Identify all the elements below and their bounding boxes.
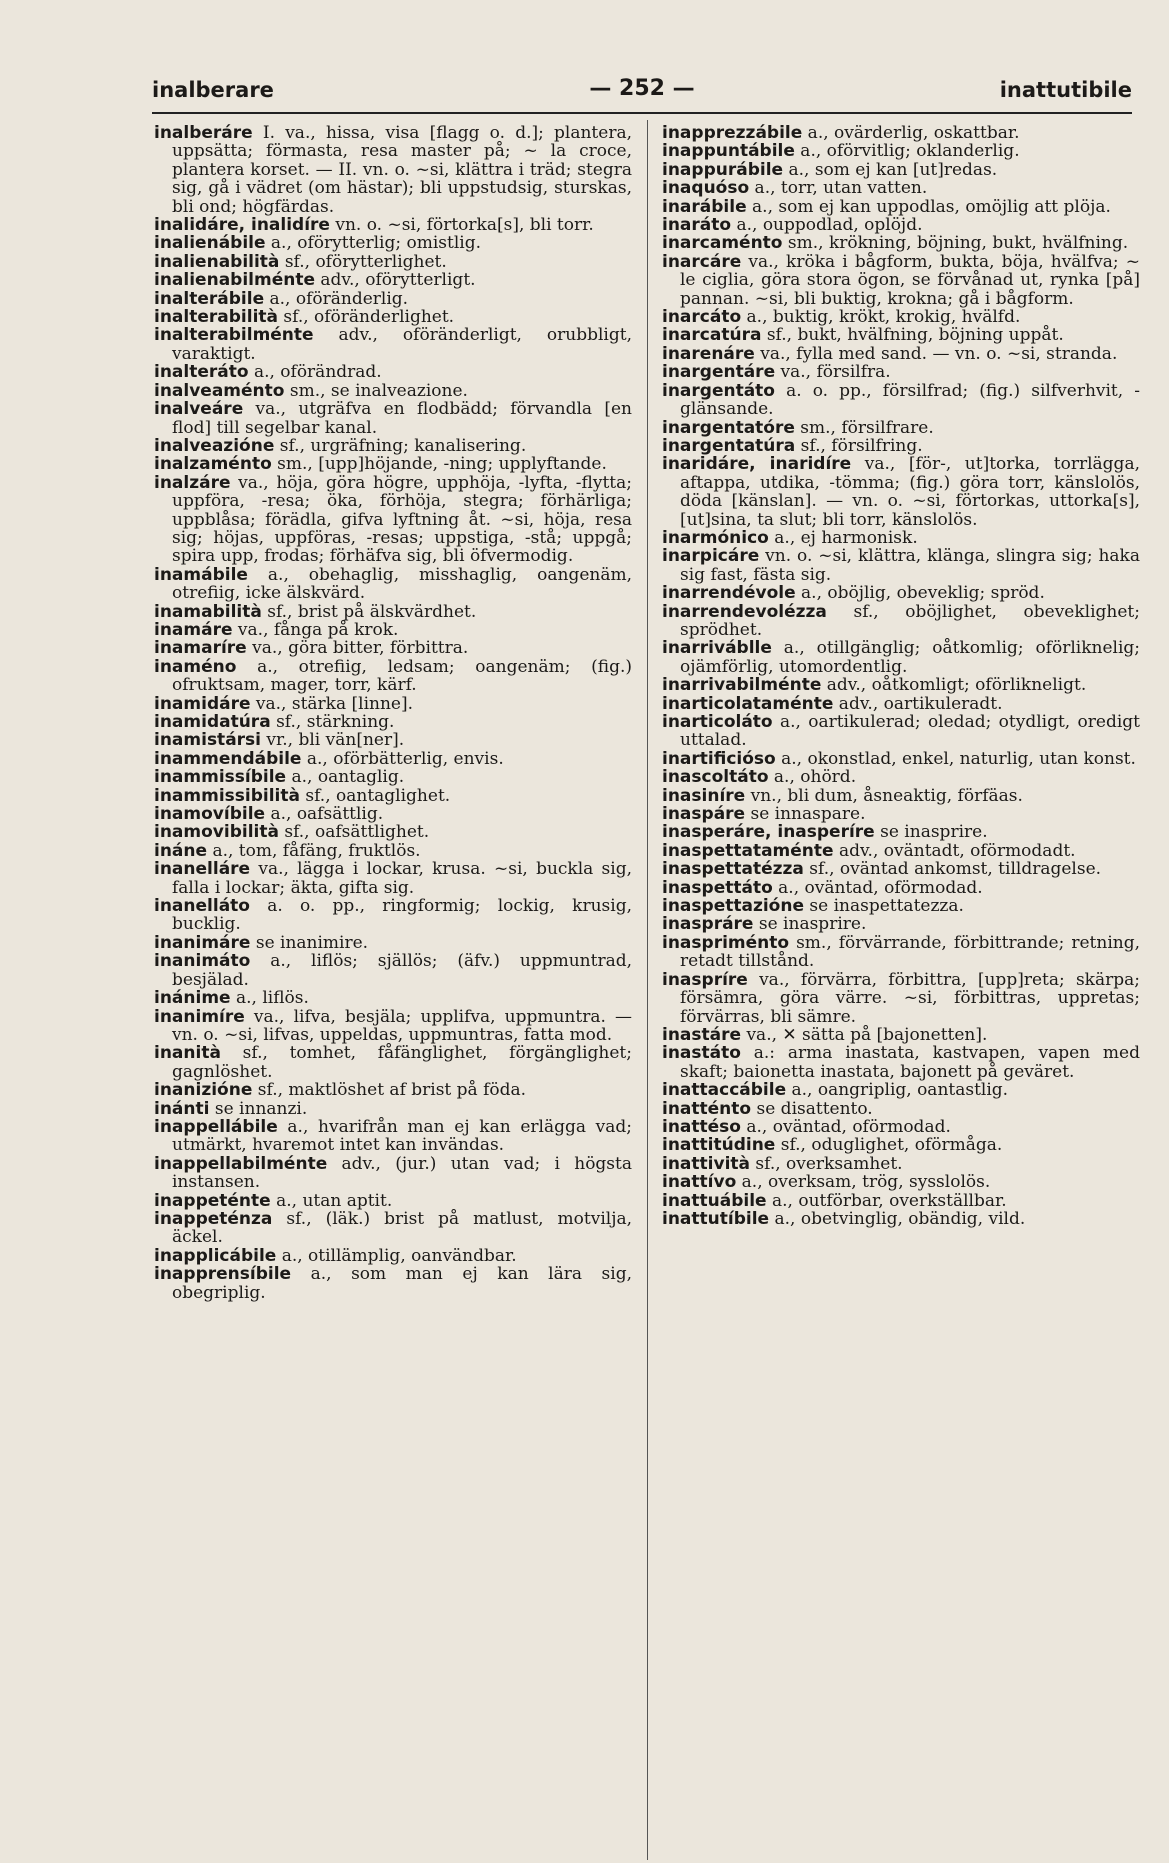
- dictionary-entry: [662, 934, 1140, 971]
- dictionary-entry: [662, 915, 1140, 933]
- entry-headword: inalterábile: [154, 288, 265, 309]
- entry-definition: sf., oböjlighet, obeveklighet; sprödhet.: [680, 601, 1140, 640]
- dictionary-entry: [154, 400, 632, 437]
- entry-headword: inartificióso: [662, 748, 776, 769]
- page-number: — 252 —: [589, 76, 695, 101]
- entry-definition: a., oväntad, oförmodad.: [772, 877, 983, 898]
- dictionary-entry: [662, 455, 1140, 529]
- entry-definition: va., [för-, ut]torka, torrlägga, aftappa, utdika, -tömma; (fig.) göra torr, känslolös, döda [känslan]. — vn. o. ~si, förtorkas, uttorka[s], [ut]sina, ta slut; bli torr, känslolös.: [680, 454, 1140, 530]
- dictionary-entry: [154, 455, 632, 473]
- entry-headword: inarábile: [662, 196, 747, 217]
- entry-headword: inalienabilità: [154, 251, 280, 272]
- entry-headword: inánime: [154, 988, 231, 1009]
- entry-definition: a., utan aptit.: [270, 1190, 393, 1211]
- entry-definition: a., oartikulerad; oledad; otydligt, oredigt uttalad.: [680, 712, 1140, 751]
- dictionary-entry: [154, 216, 632, 234]
- entry-headword: inanità: [154, 1043, 221, 1064]
- entry-definition: sf., overksamhet.: [750, 1153, 903, 1174]
- dictionary-entry: [154, 934, 632, 952]
- entry-headword: inamábile: [154, 564, 248, 585]
- entry-headword: inalveazióne: [154, 435, 275, 456]
- entry-headword: inaspettazióne: [662, 896, 804, 917]
- entry-definition: sf., oduglighet, oförmåga.: [775, 1135, 1003, 1156]
- dictionary-entry: [662, 326, 1140, 344]
- entry-definition: va., fylla med sand. — vn. o. ~si, stranda.: [754, 343, 1118, 364]
- entry-headword: inalienabilménte: [154, 270, 315, 291]
- entry-headword: inarcáto: [662, 307, 742, 328]
- dictionary-entry: [154, 639, 632, 657]
- entry-definition: a., oförbätterlig, envis.: [301, 748, 504, 769]
- entry-definition: a., outförbar, overkställbar.: [766, 1190, 1007, 1211]
- entry-headword: inammissibilità: [154, 785, 300, 806]
- dictionary-entry: [662, 897, 1140, 915]
- entry-definition: a., oföränderlig.: [264, 288, 409, 309]
- entry-definition: vn., bli dum, åsneaktig, förfäas.: [745, 785, 1023, 806]
- dictionary-entry: [154, 290, 632, 308]
- entry-definition: a., torr, utan vatten.: [749, 178, 928, 199]
- dictionary-entry: [662, 695, 1140, 713]
- entry-definition: va., förvärra, förbittra, [upp]reta; skärpa; försämra, göra värre. ~si, förbittras, uppretas; förvärras, bli sämre.: [680, 969, 1140, 1027]
- entry-headword: inargentáto: [662, 380, 775, 401]
- entry-definition: a., ej harmonisk.: [768, 527, 918, 548]
- entry-headword: inattutíbile: [662, 1208, 770, 1229]
- entry-definition: sm., [upp]höjande, -ning; upplyftande.: [271, 454, 607, 475]
- entry-definition: va., ✕ sätta på [bajonetten].: [741, 1024, 988, 1045]
- dictionary-entry: [154, 1247, 632, 1265]
- entry-headword: inaspáre: [662, 804, 746, 825]
- entry-headword: inalzaménto: [154, 454, 272, 475]
- entry-headword: inapprezzábile: [662, 123, 803, 143]
- dictionary-entry: [154, 768, 632, 786]
- entry-headword: inammendábile: [154, 748, 302, 769]
- dictionary-entry: [154, 566, 632, 603]
- entry-headword: inarrivabilménte: [662, 675, 822, 696]
- entry-definition: se innaspare.: [745, 804, 866, 825]
- entry-definition: a., oförytterlig; omistlig.: [265, 233, 482, 254]
- entry-headword: inappellabilménte: [154, 1153, 328, 1174]
- dictionary-entry: [662, 179, 1140, 197]
- dictionary-entry: [662, 1026, 1140, 1044]
- entry-definition: adv., oväntadt, oförmodadt.: [833, 840, 1076, 861]
- entry-headword: inascoltáto: [662, 767, 769, 788]
- entry-headword: inaquóso: [662, 178, 750, 199]
- entry-headword: inamáre: [154, 619, 233, 640]
- entry-headword: inarrendevolézza: [662, 601, 827, 622]
- dictionary-entry: [662, 437, 1140, 455]
- entry-definition: sf., bukt, hvälfning, böjning uppåt.: [761, 325, 1064, 346]
- entry-definition: sf., oväntad ankomst, tilldragelse.: [803, 859, 1102, 880]
- entry-headword: inastáto: [662, 1043, 741, 1064]
- entry-headword: inapplicábile: [154, 1245, 277, 1266]
- dictionary-entry: [662, 234, 1140, 252]
- entry-headword: inalteráto: [154, 362, 249, 383]
- entry-definition: sm., krökning, böjning, bukt, hvälfning.: [782, 233, 1129, 254]
- entry-definition: sf., tomhet, fåfänglighet, förgänglighet; gagnlöshet.: [172, 1043, 632, 1082]
- dictionary-entry: [154, 253, 632, 271]
- entry-definition: sm., se inalveazione.: [284, 380, 468, 401]
- entry-definition: a., overksam, trög, sysslolös.: [736, 1172, 991, 1193]
- dictionary-entry: [154, 1044, 632, 1081]
- entry-definition: a., tom, fåfäng, fruktlös.: [207, 840, 421, 861]
- dictionary-entry: [154, 474, 632, 566]
- entry-definition: a. o. pp., ringformig; lockig, krusig, bucklig.: [172, 896, 632, 935]
- entry-headword: inasperáre, inasperíre: [662, 822, 875, 843]
- dictionary-entry: [154, 124, 632, 216]
- entry-definition: sf., oafsättlighet.: [278, 822, 430, 843]
- entry-definition: a., som ej kan [ut]redas.: [783, 159, 998, 180]
- entry-headword: inanelláto: [154, 896, 250, 917]
- dictionary-entry: [662, 639, 1140, 676]
- entry-headword: inastáre: [662, 1024, 742, 1045]
- entry-headword: inarriváblle: [662, 638, 772, 659]
- dictionary-entry: [662, 547, 1140, 584]
- entry-headword: inanimáre: [154, 932, 251, 953]
- dictionary-entry: [662, 1173, 1140, 1191]
- dictionary-entry: [662, 823, 1140, 841]
- dictionary-entry: [662, 216, 1140, 234]
- dictionary-entry: [662, 1136, 1140, 1154]
- dictionary-entry: [662, 603, 1140, 640]
- entry-headword: inamovibilità: [154, 822, 279, 843]
- entry-definition: va., höja, göra högre, upphöja, -lyfta, -flytta; uppföra, -resa; öka, förhöja, stegra; förhärliga; uppblåsa; förädla, gifva lyftning åt. ~si, höja, resa sig; höjas, uppföras, -resas; uppstiga, -stå; uppgå; spira upp, frodas; förhäfva sig, bli öfvermodig.: [172, 472, 632, 567]
- entry-headword: inanimíre: [154, 1006, 245, 1027]
- entry-definition: a., ohörd.: [768, 767, 857, 788]
- dictionary-entry: [154, 271, 632, 289]
- header-last-word: inattutibile: [999, 78, 1132, 102]
- entry-definition: sm., förvärrande, förbittrande; retning, retadt tillstånd.: [680, 932, 1140, 972]
- column-divider: [647, 120, 648, 1860]
- entry-headword: ináne: [154, 840, 208, 861]
- dictionary-entry: [154, 437, 632, 455]
- entry-definition: a., som ej kan uppodlas, omöjlig att plöja.: [746, 196, 1111, 217]
- entry-definition: adv., (jur.) utan vad; i högsta instansen.: [172, 1153, 632, 1193]
- dictionary-entry: [662, 382, 1140, 419]
- dictionary-entry: [662, 1210, 1140, 1228]
- entry-headword: inarcáre: [662, 251, 742, 272]
- entry-definition: va., lägga i lockar, krusa. ~si, buckla sig, falla i lockar; äkta, gifta sig.: [172, 859, 632, 898]
- entry-headword: inamaríre: [154, 638, 247, 659]
- dictionary-entry: [662, 750, 1140, 768]
- dictionary-entry: [662, 124, 1140, 142]
- dictionary-entry: [662, 1192, 1140, 1210]
- dictionary-entry: [662, 1155, 1140, 1173]
- dictionary-entry: [662, 842, 1140, 860]
- entry-definition: a., liflös.: [230, 988, 309, 1009]
- entry-definition: a., som man ej kan lära sig, obegriplig.: [172, 1264, 632, 1303]
- entry-headword: inamovíbile: [154, 804, 266, 825]
- entry-definition: a., oförändrad.: [248, 362, 382, 383]
- entry-definition: a., oväntad, oförmodad.: [740, 1116, 951, 1137]
- dictionary-entry: [662, 419, 1140, 437]
- entry-headword: inamistársi: [154, 730, 261, 751]
- dictionary-entry: [662, 860, 1140, 878]
- dictionary-entry: [154, 1210, 632, 1247]
- dictionary-entry: [662, 805, 1140, 823]
- entry-headword: inalterabilménte: [154, 325, 314, 346]
- entry-definition: va., lifva, besjäla; upplifva, uppmuntra. — vn. o. ~si, lifvas, uppeldas, uppmuntras, fatta mod.: [172, 1006, 632, 1045]
- dictionary-entry: [662, 1100, 1140, 1118]
- entry-headword: inamidáre: [154, 693, 251, 714]
- dictionary-entry: [154, 1265, 632, 1302]
- entry-definition: sf., maktlöshet af brist på föda.: [252, 1080, 527, 1101]
- dictionary-entry: [662, 879, 1140, 897]
- entry-definition: a., liflös; själlös; (äfv.) uppmuntrad, besjälad.: [172, 951, 632, 990]
- dictionary-entry: [154, 842, 632, 860]
- entry-definition: sf., oantaglighet.: [299, 785, 451, 806]
- entry-headword: inaridáre, inaridíre: [662, 454, 852, 475]
- dictionary-entry: [662, 1081, 1140, 1099]
- entry-definition: va., försilfra.: [775, 362, 891, 383]
- entry-headword: inaspriménto: [662, 932, 790, 953]
- dictionary-entry: [154, 658, 632, 695]
- entry-definition: a., otillämplig, oanvändbar.: [276, 1245, 517, 1266]
- entry-headword: inanizióne: [154, 1080, 253, 1101]
- dictionary-entry: [154, 787, 632, 805]
- dictionary-entry: [154, 1008, 632, 1045]
- dictionary-entry: [154, 952, 632, 989]
- entry-definition: va., utgräfva en flodbädd; förvandla [en flod] till segelbar kanal.: [172, 399, 632, 438]
- dictionary-entry: [154, 860, 632, 897]
- dictionary-entry: [154, 1081, 632, 1099]
- entry-definition: adv., oföränderligt, orubbligt, varaktigt.: [172, 325, 632, 364]
- entry-headword: inaspettatézza: [662, 859, 804, 880]
- dictionary-entry: [154, 823, 632, 841]
- entry-definition: sf., försilfring.: [795, 435, 923, 456]
- entry-definition: a., oförvitlig; oklanderlig.: [794, 141, 1020, 162]
- entry-definition: sf., stärkning.: [270, 712, 395, 732]
- entry-headword: inaspríre: [662, 969, 748, 990]
- dictionary-entry: [154, 1192, 632, 1210]
- entry-definition: sf., oföränderlighet.: [278, 307, 455, 328]
- entry-definition: I. va., hissa, visa [flagg o. d.]; plantera, uppsätta; förmasta, resa master på; ~ la croce, plantera korset. — II. vn. o. ~si, klättra i träd; stegra sig, gå i vädret (om hästar); bli uppstudsig, sturskas, bli ond; högfärdas.: [172, 123, 632, 217]
- entry-definition: vn. o. ~si, klättra, klänga, slingra sig; haka sig fast, fästa sig.: [680, 546, 1140, 585]
- entry-headword: inalveáre: [154, 399, 244, 420]
- entry-definition: a., otillgänglig; oåtkomlig; oförliknelig; ojämförlig, utomordentlig.: [680, 638, 1140, 677]
- entry-definition: adv., oåtkomligt; oförlikneligt.: [821, 675, 1087, 696]
- entry-definition: va., kröka i bågform, bukta, böja, hvälfva; ~ le ciglia, göra stora ögon, se förvånad ut, rynka [på] pannan. ~si, bli buktig, krokna; gå i bågform.: [680, 251, 1140, 309]
- dictionary-entry: [662, 345, 1140, 363]
- dictionary-entry: [662, 253, 1140, 308]
- entry-headword: inargentatóre: [662, 417, 795, 438]
- entry-definition: va., stärka [linne].: [250, 693, 414, 714]
- entry-headword: inattaccábile: [662, 1080, 787, 1101]
- entry-headword: inaspráre: [662, 914, 754, 935]
- entry-definition: a., ovärderlig, oskattbar.: [802, 123, 1020, 143]
- entry-headword: inasiníre: [662, 785, 746, 806]
- dictionary-entry: [662, 142, 1140, 160]
- dictionary-entry: [662, 971, 1140, 1026]
- dictionary-entry: [662, 1044, 1140, 1081]
- dictionary-entry: [662, 768, 1140, 786]
- dictionary-entry: [154, 1155, 632, 1192]
- entry-headword: inappeténza: [154, 1208, 273, 1229]
- entry-definition: se inanimire.: [250, 932, 369, 953]
- entry-definition: a. o. pp., försilfrad; (fig.) silfverhvit, -glänsande.: [680, 380, 1140, 420]
- dictionary-entry: [154, 897, 632, 934]
- entry-headword: inarcaménto: [662, 233, 783, 254]
- dictionary-entry: [662, 1118, 1140, 1136]
- entry-headword: inappellábile: [154, 1116, 278, 1137]
- entry-definition: se inasprire.: [874, 822, 988, 843]
- entry-definition: a., obetvinglig, obändig, vild.: [769, 1208, 1026, 1229]
- entry-definition: vr., bli vän[ner].: [261, 730, 405, 751]
- entry-definition: vn. o. ~si, förtorka[s], bli torr.: [329, 215, 594, 236]
- dictionary-entry: [154, 326, 632, 363]
- entry-definition: sf., urgräfning; kanalisering.: [274, 435, 527, 456]
- dictionary-entry: [154, 989, 632, 1007]
- entry-headword: inattívo: [662, 1172, 737, 1193]
- entry-definition: va., fånga på krok.: [232, 619, 399, 640]
- dictionary-entry: [662, 787, 1140, 805]
- entry-headword: inamabilità: [154, 601, 262, 622]
- dictionary-entry: [154, 234, 632, 252]
- dictionary-entry: [662, 363, 1140, 381]
- entry-headword: inaráto: [662, 215, 732, 236]
- header-first-word: inalberare: [152, 78, 274, 102]
- entry-headword: inalberáre: [154, 123, 253, 143]
- dictionary-entry: [154, 750, 632, 768]
- entry-headword: inanelláre: [154, 859, 251, 880]
- entry-headword: inaméno: [154, 656, 237, 677]
- header-rule: [152, 112, 1132, 114]
- entry-headword: inarenáre: [662, 343, 755, 364]
- entry-headword: inalzáre: [154, 472, 231, 493]
- entry-definition: sm., försilfrare.: [794, 417, 934, 438]
- entry-headword: inaspettataménte: [662, 840, 834, 861]
- entry-definition: se disattento.: [751, 1098, 873, 1119]
- dictionary-entry: [154, 1118, 632, 1155]
- left-column: [154, 124, 632, 1302]
- entry-headword: inarmónico: [662, 527, 769, 548]
- entry-headword: inalienábile: [154, 233, 266, 254]
- entry-headword: inapprensíbile: [154, 1264, 292, 1285]
- dictionary-entry: [662, 584, 1140, 602]
- entry-definition: a.: arma inastata, kastvapen, vapen med skaft; baionetta inastata, bajonett på geväret.: [680, 1043, 1140, 1082]
- entry-headword: inargentatúra: [662, 435, 796, 456]
- entry-headword: inarcatúra: [662, 325, 762, 346]
- dictionary-entry: [154, 363, 632, 381]
- entry-headword: inappeténte: [154, 1190, 271, 1211]
- entry-definition: a., oantaglig.: [286, 767, 405, 788]
- entry-definition: adv., oförytterligt.: [315, 270, 476, 291]
- entry-headword: inappurábile: [662, 159, 784, 180]
- right-column: [662, 124, 1140, 1228]
- dictionary-entry: [662, 198, 1140, 216]
- dictionary-entry: [662, 161, 1140, 179]
- entry-headword: inarrendévole: [662, 583, 796, 604]
- entry-definition: adv., oartikuleradt.: [833, 693, 1003, 714]
- entry-definition: a., hvarifrån man ej kan erlägga vad; utmärkt, hvaremot intet kan invändas.: [172, 1116, 632, 1156]
- dictionary-entry: [154, 308, 632, 326]
- entry-headword: inargentáre: [662, 362, 776, 383]
- entry-definition: a., oböjlig, obeveklig; spröd.: [795, 583, 1045, 604]
- entry-definition: a., otrefiig, ledsam; oangenäm; (fig.) ofruktsam, mager, torr, kärf.: [172, 656, 632, 696]
- dictionary-entry: [154, 713, 632, 731]
- entry-definition: sf., oförytterlighet.: [279, 251, 447, 272]
- entry-headword: inattività: [662, 1153, 750, 1174]
- entry-headword: inammissíbile: [154, 767, 287, 788]
- dictionary-entry: [154, 382, 632, 400]
- dictionary-entry: [662, 676, 1140, 694]
- entry-definition: a., ouppodlad, oplöjd.: [731, 215, 923, 236]
- dictionary-entry: [154, 731, 632, 749]
- entry-definition: a., oangriplig, oantastlig.: [786, 1080, 1009, 1101]
- entry-headword: inappuntábile: [662, 141, 795, 162]
- entry-headword: inaspettáto: [662, 877, 773, 898]
- entry-headword: inattéso: [662, 1116, 741, 1137]
- dictionary-entry: [154, 1100, 632, 1118]
- dictionary-entry: [662, 529, 1140, 547]
- entry-headword: inatténto: [662, 1098, 752, 1119]
- entry-definition: se inasprire.: [753, 914, 867, 935]
- entry-definition: va., göra bitter, förbittra.: [246, 638, 469, 659]
- entry-definition: sf., brist på älskvärdhet.: [261, 601, 477, 622]
- entry-headword: inalveaménto: [154, 380, 285, 401]
- dictionary-entry: [154, 695, 632, 713]
- entry-definition: a., oafsättlig.: [265, 804, 384, 825]
- entry-headword: inalidáre, inalidíre: [154, 215, 330, 236]
- entry-definition: a., buktig, krökt, krokig, hvälfd.: [741, 307, 1021, 328]
- dictionary-entry: [662, 308, 1140, 326]
- entry-definition: sf., (läk.) brist på matlust, motvilja, äckel.: [172, 1208, 632, 1248]
- dictionary-entry: [154, 603, 632, 621]
- page-header: [152, 72, 1132, 112]
- dictionary-entry: [662, 713, 1140, 750]
- entry-headword: inamidatúra: [154, 712, 271, 732]
- entry-headword: inanimáto: [154, 951, 251, 972]
- dictionary-entry: [154, 621, 632, 639]
- entry-headword: inattuábile: [662, 1190, 767, 1211]
- entry-definition: se innanzi.: [209, 1098, 308, 1119]
- dictionary-entry: [154, 805, 632, 823]
- entry-headword: inattitúdine: [662, 1135, 776, 1156]
- entry-definition: se inaspettatezza.: [803, 896, 964, 917]
- entry-headword: inalterabilità: [154, 307, 278, 328]
- entry-definition: a., okonstlad, enkel, naturlig, utan konst.: [775, 748, 1136, 769]
- entry-headword: inarpicáre: [662, 546, 760, 567]
- entry-definition: a., obehaglig, misshaglig, oangenäm, otrefiig, icke älskvärd.: [172, 564, 632, 604]
- entry-headword: inarticoláto: [662, 712, 773, 732]
- entry-headword: inánti: [154, 1098, 210, 1119]
- entry-headword: inarticolataménte: [662, 693, 834, 714]
